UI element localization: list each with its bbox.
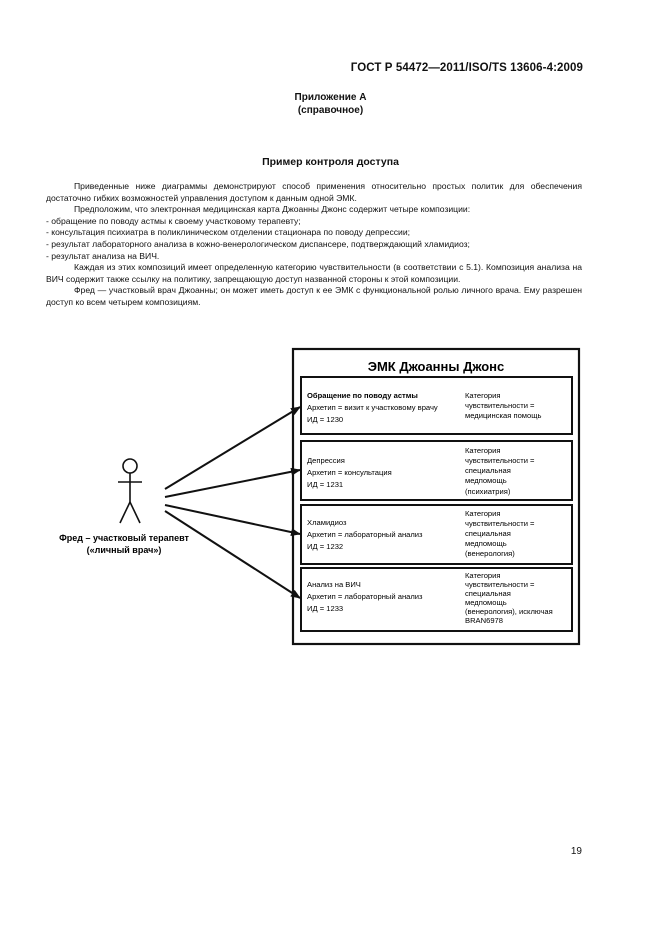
sensitivity-line: медпомощь — [465, 598, 507, 607]
sensitivity-line: чувствительности = — [465, 401, 535, 410]
arrow-to-hiv — [165, 511, 300, 598]
sensitivity-line: Категория — [465, 391, 501, 400]
sensitivity-line: медпомощь — [465, 539, 507, 548]
arrow-to-chlamydia — [165, 505, 300, 534]
sensitivity-line: медицинская помощь — [465, 411, 542, 420]
paragraph: Фред — участковый врач Джоанны; он может иметь доступ к ее ЭМК с функциональной ролью личного врача. Ему разрешен доступ ко всем четырем композициям. — [46, 285, 582, 307]
actor-label-line1: Фред – участковый терапевт — [59, 533, 189, 543]
composition-archetype: Архетип = консультация — [307, 468, 392, 477]
composition-archetype: Архетип = визит к участковому врачу — [307, 403, 438, 412]
composition-name: Хламидиоз — [307, 518, 347, 527]
paragraph: Приведенные ниже диаграммы демонстрируют способ применения относительно простых политик для обеспечения достаточно гибких возможностей управления доступом к данным одной ЭМК. — [46, 181, 582, 203]
sensitivity-line: Категория — [465, 571, 501, 580]
access-arrows — [165, 407, 300, 598]
sensitivity-line: специальная — [465, 466, 511, 475]
page-number: 19 — [570, 846, 582, 857]
sensitivity-line: чувствительности = — [465, 580, 535, 589]
actor-head — [123, 459, 137, 473]
composition-archetype: Архетип = лабораторный анализ — [307, 592, 423, 601]
list-item: - консультация психиатра в поликлиническом отделении стационара по поводу депрессии; — [46, 227, 411, 238]
arrow-to-asthma — [165, 407, 300, 489]
composition-id: ИД = 1232 — [307, 542, 344, 551]
paragraph: Каждая из этих композиций имеет определенную категорию чувствительности (в соответствии с 5.1). Композиция анализа на ВИЧ содержит также ссылку на политику, запрещающую доступ названной стороны к этой композиции. — [46, 262, 582, 284]
sensitivity-line: BRAN6978 — [465, 616, 503, 625]
composition-id: ИД = 1231 — [307, 480, 344, 489]
paragraph: Предположим, что электронная медицинская карта Джоанны Джонс содержит четыре композиции: — [74, 204, 471, 215]
section-title: Пример контроля доступа — [262, 156, 399, 168]
composition-name: Обращение по поводу астмы — [307, 391, 418, 400]
composition-archetype: Архетип = лабораторный анализ — [307, 530, 423, 539]
sensitivity-line: (психиатрия) — [465, 487, 511, 496]
list-item: - обращение по поводу астмы к своему участковому терапевту; — [46, 215, 301, 226]
list-item: - результат лабораторного анализа в кожно-венерологическом диспансере, подтверждающий хламидиоз; — [46, 238, 470, 249]
actor-figure — [118, 459, 142, 523]
sensitivity-line: чувствительности = — [465, 519, 535, 528]
sensitivity-line: специальная — [465, 589, 511, 598]
actor-leg-right — [130, 502, 140, 523]
arrow-to-depression — [165, 470, 300, 497]
sensitivity-line: Категория — [465, 509, 501, 518]
actor-label-line2: («личный врач») — [86, 545, 162, 555]
composition-name: Депрессия — [307, 456, 345, 465]
ehr-title: ЭМК Джоанны Джонс — [367, 359, 505, 374]
list-item: - результат анализа на ВИЧ. — [46, 250, 160, 261]
actor-leg-left — [120, 502, 130, 523]
composition-id: ИД = 1233 — [307, 604, 344, 613]
composition-name: Анализ на ВИЧ — [307, 580, 361, 589]
sensitivity-line: чувствительности = — [465, 456, 535, 465]
appendix-title: Приложение А — [294, 92, 367, 103]
sensitivity-line: специальная — [465, 529, 511, 538]
appendix-subtitle: (справочное) — [297, 105, 364, 116]
sensitivity-line: (венерология), исключая — [465, 607, 553, 616]
sensitivity-line: медпомощь — [465, 476, 507, 485]
composition-id: ИД = 1230 — [307, 415, 344, 424]
sensitivity-line: Категория — [465, 446, 501, 455]
standard-designation: ГОСТ Р 54472—2011/ISO/TS 13606-4:2009 — [350, 62, 583, 74]
sensitivity-line: (венерология) — [465, 549, 515, 558]
